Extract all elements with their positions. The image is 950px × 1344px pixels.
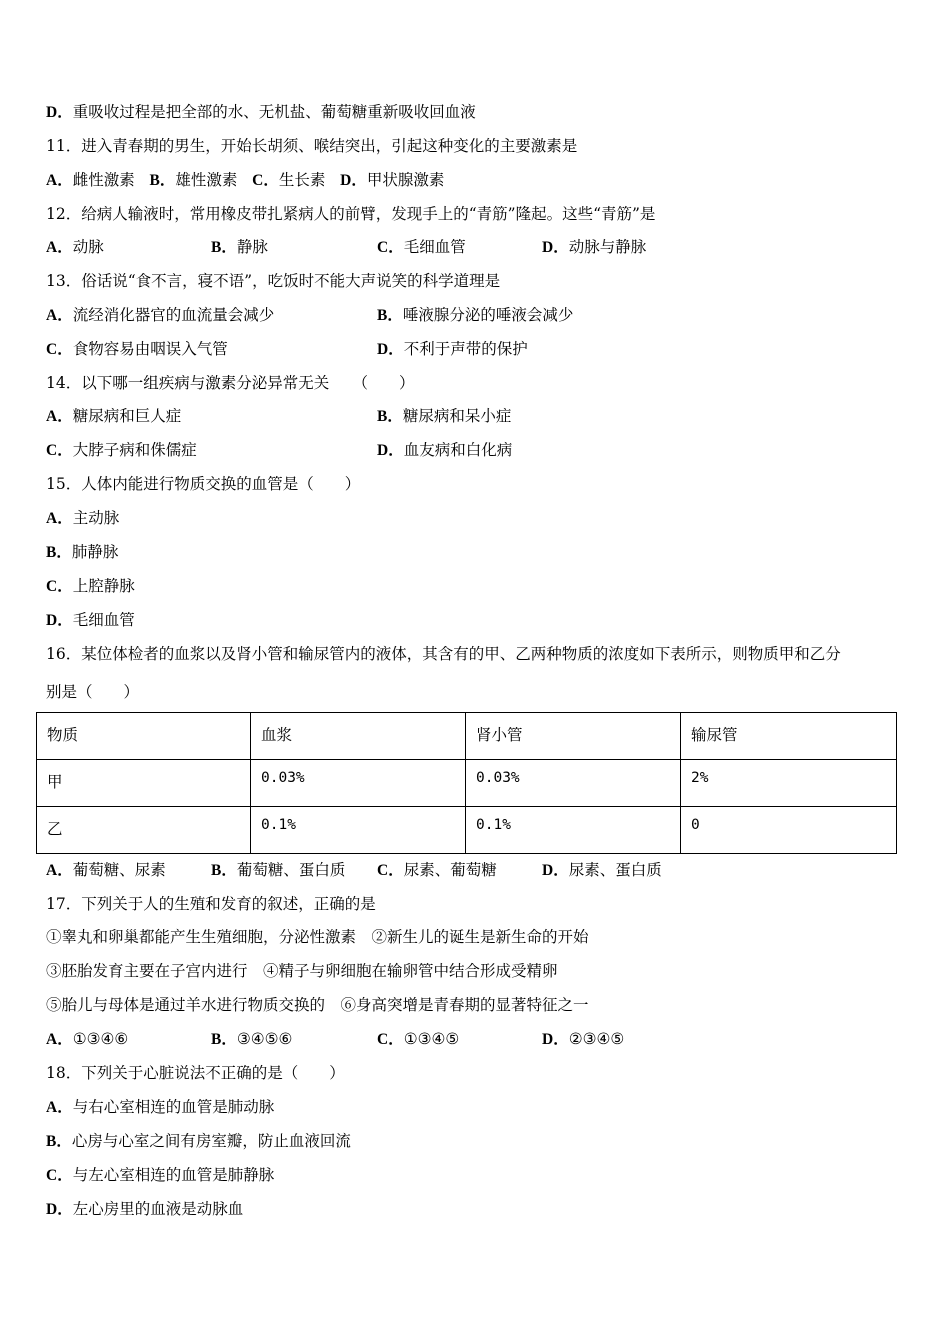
option-label: D．: [542, 862, 569, 879]
option-text: 甲状腺激素: [366, 171, 445, 189]
option-label: B．: [149, 172, 176, 189]
table-cell: 0.03%: [251, 760, 466, 807]
q15-option-c: [46, 576, 135, 597]
option-text: 重吸收过程是把全部的水、无机盐、葡萄糖重新吸收回血液: [72, 103, 476, 121]
option-text: 心房与心室之间有房室瓣，防止血液回流: [71, 1132, 351, 1150]
q18-stem: 18．下列关于心脏说法不正确的是（ ）: [46, 1064, 345, 1082]
option-text: 与左心室相连的血管是肺静脉: [72, 1166, 275, 1184]
option-text: 主动脉: [72, 509, 120, 527]
option-text: 上腔静脉: [72, 577, 135, 595]
q13-option-c: [46, 339, 228, 360]
q16-stem-line2: 别是（ ）: [46, 683, 140, 701]
option-text: 糖尿病和巨人症: [72, 407, 182, 425]
q14-option-c: [46, 440, 197, 461]
option-text: ②③④⑤: [568, 1030, 625, 1048]
q17-option-a: [46, 1029, 128, 1050]
option-text: 食物容易由咽误入气管: [72, 340, 228, 358]
table-header-cell: 肾小管: [466, 713, 681, 760]
q12-option-d: [542, 237, 646, 258]
option-text: 与右心室相连的血管是肺动脉: [72, 1098, 275, 1116]
table-cell: 乙: [37, 807, 251, 854]
q11-stem: 11．进入青春期的男生，开始长胡须、喉结突出，引起这种变化的主要激素是: [46, 137, 578, 155]
option-label: A．: [46, 239, 73, 256]
q15-option-d: [46, 610, 135, 631]
option-text: 尿素、蛋白质: [568, 861, 662, 879]
option-label: D．: [46, 612, 73, 629]
option-text: 雄性激素: [175, 171, 238, 189]
q17-statement: ③胚胎发育主要在子宫内进行 ④精子与卵细胞在输卵管中结合形成受精卵: [46, 962, 558, 980]
q15-stem: 15．人体内能进行物质交换的血管是（ ）: [46, 475, 361, 493]
q11-options: [46, 170, 444, 191]
q13-option-a: [46, 305, 274, 326]
option-text: 左心房里的血液是动脉血: [72, 1200, 244, 1218]
option-text: 静脉: [236, 238, 268, 256]
q14-stem: 14．以下哪一组疾病与激素分泌异常无关 （ ）: [46, 374, 415, 392]
table-cell: 甲: [37, 760, 251, 807]
option-label: D．: [46, 104, 73, 121]
option-label: D．: [542, 239, 569, 256]
option-text: 动脉: [72, 238, 104, 256]
table-header-cell: 输尿管: [681, 713, 897, 760]
option-text: 生长素: [278, 171, 326, 189]
q17-statement: ⑤胎儿与母体是通过羊水进行物质交换的 ⑥身高突增是青春期的显著特征之一: [46, 996, 589, 1014]
table-header-cell: 物质: [37, 713, 251, 760]
option-label: A．: [46, 1099, 73, 1116]
q14-option-a: [46, 406, 181, 427]
option-label: D．: [377, 442, 404, 459]
option-label: A．: [46, 1031, 73, 1048]
table-cell: 0.1%: [251, 807, 466, 854]
q16-option-a: [46, 860, 166, 881]
option-label: B．: [211, 862, 237, 879]
option-label: C．: [46, 341, 73, 358]
option-text: 动脉与静脉: [568, 238, 647, 256]
table-cell: 0.03%: [466, 760, 681, 807]
option-label: B．: [211, 239, 237, 256]
option-text: 尿素、葡萄糖: [403, 861, 497, 879]
option-label: C．: [46, 1167, 73, 1184]
option-label: C．: [377, 1031, 404, 1048]
table-cell: 2%: [681, 760, 897, 807]
option-text: 葡萄糖、尿素: [72, 861, 166, 879]
option-text: 唾液腺分泌的唾液会减少: [402, 306, 574, 324]
q12-stem: 12．给病人输液时，常用橡皮带扎紧病人的前臂，发现手上的“青筋”隆起。这些“青筋”是: [46, 205, 656, 223]
option-label: D．: [377, 341, 404, 358]
option-label: D．: [340, 172, 367, 189]
table-cell: 0.1%: [466, 807, 681, 854]
q13-option-d: [377, 339, 528, 360]
option-label: C．: [46, 578, 73, 595]
q15-option-a: [46, 508, 119, 529]
q12-option-c: [377, 237, 466, 258]
option-label: C．: [252, 172, 279, 189]
option-text: 糖尿病和呆小症: [402, 407, 512, 425]
q16-option-c: [377, 860, 497, 881]
q13-stem: 13．俗话说“食不言，寝不语”，吃饭时不能大声说笑的科学道理是: [46, 272, 501, 290]
q16-option-b: [211, 860, 345, 881]
option-label: B．: [46, 544, 72, 561]
table-cell: 0: [681, 807, 897, 854]
option-label: A．: [46, 510, 73, 527]
q17-statement: ①睾丸和卵巢都能产生生殖细胞，分泌性激素 ②新生儿的诞生是新生命的开始: [46, 928, 589, 946]
option-label: B．: [377, 408, 403, 425]
option-text: 血友病和白化病: [403, 441, 513, 459]
option-text: ①③④⑤: [403, 1030, 460, 1048]
option-label: D．: [46, 1201, 73, 1218]
q12-option-a: [46, 237, 104, 258]
option-label: B．: [377, 307, 403, 324]
option-label: C．: [46, 442, 73, 459]
option-text: 葡萄糖、蛋白质: [236, 861, 346, 879]
option-label: B．: [46, 1133, 72, 1150]
option-label: B．: [211, 1031, 237, 1048]
q17-option-c: [377, 1029, 459, 1050]
option-text: 肺静脉: [71, 543, 119, 561]
q18-option-d: [46, 1199, 243, 1220]
option-text: 大脖子病和侏儒症: [72, 441, 197, 459]
table-header-cell: 血浆: [251, 713, 466, 760]
q17-option-d: [542, 1029, 624, 1050]
q16-table: [36, 712, 897, 854]
option-label: A．: [46, 307, 73, 324]
q12-option-b: [211, 237, 268, 258]
option-text: 毛细血管: [72, 611, 135, 629]
table-row: [37, 760, 897, 807]
option-text: 不利于声带的保护: [403, 340, 528, 358]
q18-option-b: [46, 1131, 351, 1152]
q13-option-b: [377, 305, 573, 326]
option-label: A．: [46, 408, 73, 425]
option-label: C．: [377, 862, 404, 879]
q17-stem: 17．下列关于人的生殖和发育的叙述，正确的是: [46, 895, 376, 913]
option-text: 雌性激素: [72, 171, 135, 189]
q14-option-b: [377, 406, 511, 427]
option-text: 流经消化器官的血流量会减少: [72, 306, 275, 324]
option-text: 毛细血管: [403, 238, 466, 256]
q17-option-b: [211, 1029, 292, 1050]
option-label: A．: [46, 862, 73, 879]
option-label: A．: [46, 172, 73, 189]
q10-option-d: [46, 102, 476, 123]
q14-option-d: [377, 440, 512, 461]
option-label: D．: [542, 1031, 569, 1048]
option-text: ①③④⑥: [72, 1030, 129, 1048]
table-header-row: [37, 713, 897, 760]
table-row: [37, 807, 897, 854]
q16-option-d: [542, 860, 662, 881]
option-text: ③④⑤⑥: [236, 1030, 293, 1048]
q16-stem-line1: 16．某位体检者的血浆以及肾小管和输尿管内的液体，其含有的甲、乙两种物质的浓度如下表所示，则物质甲和乙分: [46, 645, 841, 663]
option-label: C．: [377, 239, 404, 256]
q18-option-a: [46, 1097, 274, 1118]
q18-option-c: [46, 1165, 274, 1186]
q15-option-b: [46, 542, 118, 563]
